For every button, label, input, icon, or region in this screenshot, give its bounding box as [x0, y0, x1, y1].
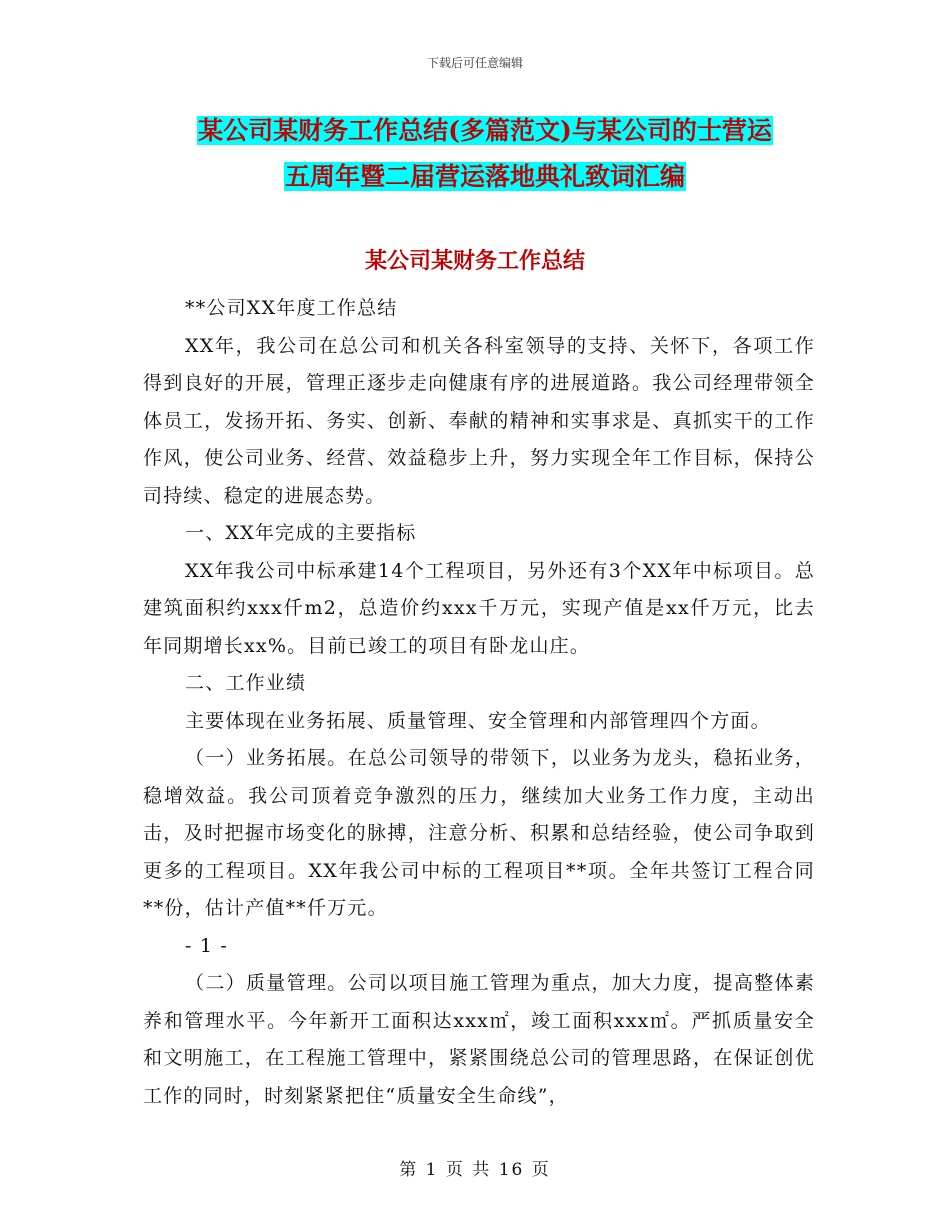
- document-title: [140, 108, 830, 200]
- paragraph-business-expansion: （一）业务拓展。在总公司领导的带领下，以业务为龙头，稳拓业务，稳增效益。我公司顶着竞争激烈的压力，继续加大业务工作力度，主动出击，及时把握市场变化的脉搏，注意分析、积累和总结经验，使公司争取到更多的工程项目。XX年我公司中标的工程项目**项。全年共签订工程合同**份，估计产值**仟万元。: [143, 747, 815, 919]
- paragraph-heading-indicators: 一、XX年完成的主要指标: [185, 522, 417, 544]
- paragraph-quality-management: （二）质量管理。公司以项目施工管理为重点，加大力度，提高整体素养和管理水平。今年新开工面积达xxx㎡，竣工面积xxx㎡。严抓质量安全和文明施工，在工程施工管理中，紧紧围绕总公司的管理思路，在保证创优工作的同时，时刻紧紧把住“质量安全生命线”，: [143, 972, 815, 1107]
- header-note: 下载后可任意编辑: [426, 56, 523, 70]
- paragraph-intro: XX年，我公司在总公司和机关各科室领导的支持、关怀下，各项工作得到良好的开展，管理正逐步走向健康有序的进展道路。我公司经理带领全体员工，发扬开拓、务实、创新、奉献的精神和实事求是、真抓实干的工作作风，使公司业务、经营、效益稳步上升，努力实现全年工作目标，保持公司持续、稳定的进展态势。: [143, 334, 815, 507]
- document-body: [143, 290, 815, 1115]
- page-number-footer: 第 1 页 共 16 页: [399, 1160, 551, 1180]
- inline-page-number: - 1 -: [185, 934, 229, 957]
- document-title-line1: 某公司某财务工作总结(多篇范文)与某公司的士营运: [198, 116, 772, 145]
- paragraph-achievements-summary: 主要体现在业务拓展、质量管理、安全管理和内部管理四个方面。: [185, 709, 771, 732]
- section-title: 某公司某财务工作总结: [364, 248, 585, 274]
- paragraph-heading-annual: **公司XX年度工作总结: [185, 297, 398, 319]
- document-title-line2: 五周年暨二届营运落地典礼致词汇编: [284, 162, 685, 191]
- paragraph-indicators: XX年我公司中标承建14个工程项目，另外还有3个XX年中标项目。总建筑面积约xxx仟m2，总造价约xxx千万元，实现产值是xx仟万元，比去年同期增长xx%。目前已竣工的项目有卧龙山庄。: [143, 559, 815, 657]
- paragraph-heading-achievements: 二、工作业绩: [185, 672, 307, 694]
